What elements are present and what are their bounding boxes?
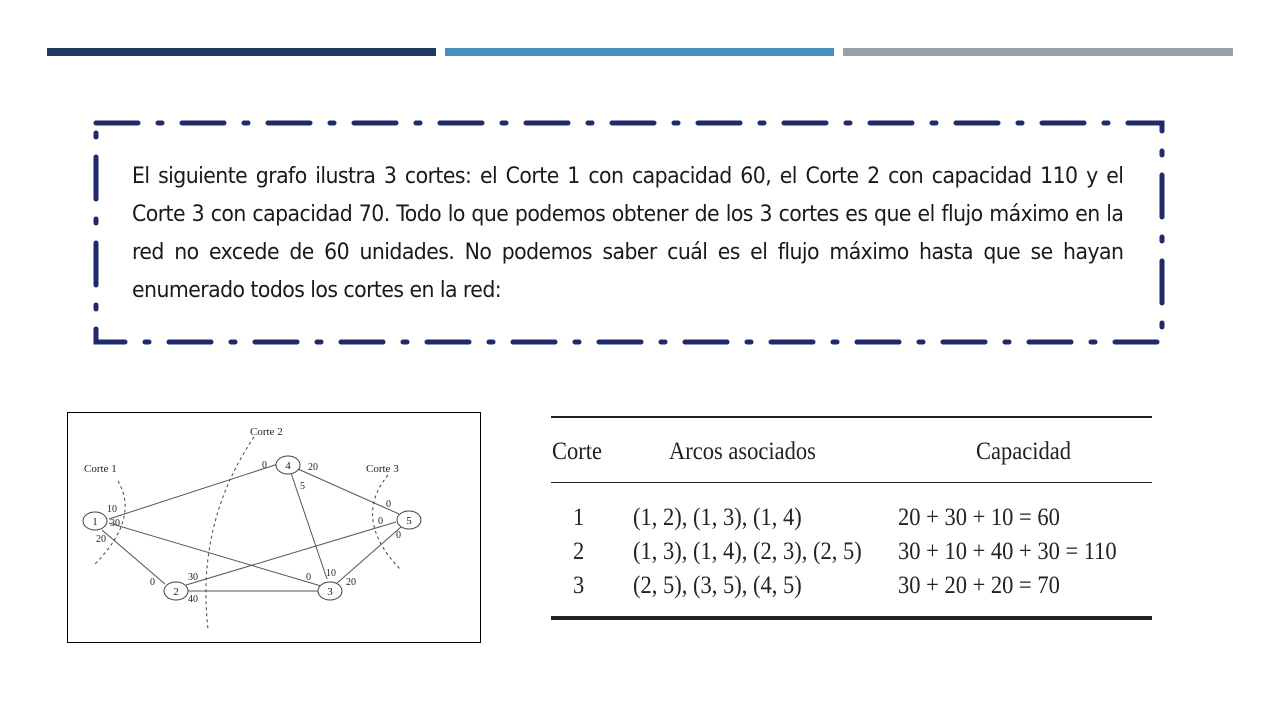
- edge-label: 0: [306, 572, 311, 583]
- table-cell: 30 + 20 + 20 = 70: [898, 572, 1060, 599]
- edge-label: 0: [386, 499, 391, 510]
- table-cell: (1, 2), (1, 3), (1, 4): [633, 504, 802, 531]
- edge-4-5: [298, 469, 399, 514]
- table-header-arcos: Arcos asociados: [669, 438, 816, 465]
- edge-label: 30: [110, 518, 120, 529]
- network-graph-figure: [67, 412, 481, 643]
- edge-3-5: [336, 527, 401, 584]
- edge-label: 5: [300, 481, 305, 492]
- edge-label: 30: [188, 572, 198, 583]
- table-cell: 2: [573, 538, 585, 565]
- table-cell: (2, 5), (3, 5), (4, 5): [633, 572, 802, 599]
- edge-label: 20: [308, 462, 318, 473]
- node-label: 3: [327, 586, 333, 598]
- edge-4-3: [291, 473, 327, 579]
- table-rule-bottom: [551, 616, 1152, 620]
- table-cell: 3: [573, 572, 585, 599]
- cut-label: Corte 2: [250, 426, 283, 438]
- cut-2-curve: [206, 437, 254, 629]
- node-label: 2: [173, 586, 179, 598]
- edge-label: 40: [188, 594, 198, 605]
- table-cell: 20 + 30 + 10 = 60: [898, 504, 1060, 531]
- edge-label: 10: [326, 568, 336, 579]
- cuts-table: [551, 416, 1152, 622]
- edge-1-2: [102, 530, 165, 584]
- table-rule-mid: [551, 482, 1152, 483]
- node-label: 1: [92, 516, 98, 528]
- edge-label: 0: [378, 516, 383, 527]
- table-cell: 1: [573, 504, 585, 531]
- table-header-corte: Corte: [552, 438, 602, 465]
- edge-label: 0: [262, 460, 267, 471]
- edge-label: 20: [346, 577, 356, 588]
- cut-label: Corte 1: [84, 463, 117, 475]
- edge-label: 10: [107, 504, 117, 515]
- header-bar-dark: [47, 48, 436, 56]
- header-bar-blue: [445, 48, 834, 56]
- header-bar-gray: [843, 48, 1233, 56]
- table-rule-top: [551, 416, 1152, 418]
- table-cell: (1, 3), (1, 4), (2, 3), (2, 5): [633, 538, 862, 565]
- edge-label: 20: [96, 534, 106, 545]
- network-graph: [68, 413, 482, 644]
- node-label: 5: [406, 515, 412, 527]
- edge-label: 0: [150, 577, 155, 588]
- edge-2-5: [186, 522, 396, 585]
- table-cell: 30 + 10 + 40 + 30 = 110: [898, 538, 1117, 565]
- table-header-capacidad: Capacidad: [976, 438, 1071, 465]
- node-label: 4: [285, 460, 291, 472]
- edge-1-4: [109, 464, 278, 519]
- cut-label: Corte 3: [366, 463, 399, 475]
- edge-label: 0: [396, 530, 401, 541]
- body-paragraph: El siguiente grafo ilustra 3 cortes: el Corte 1 con capacidad 60, el Corte 2 con capacidad 110 y el Corte 3 con capacidad 70. Todo lo que podemos obtener de los 3 cortes es que el flujo máximo en la red no excede de 60 unidades. No podemos saber cuál es el flujo máximo hasta que se hayan enumerado todos los cortes en la red:: [132, 164, 1124, 303]
